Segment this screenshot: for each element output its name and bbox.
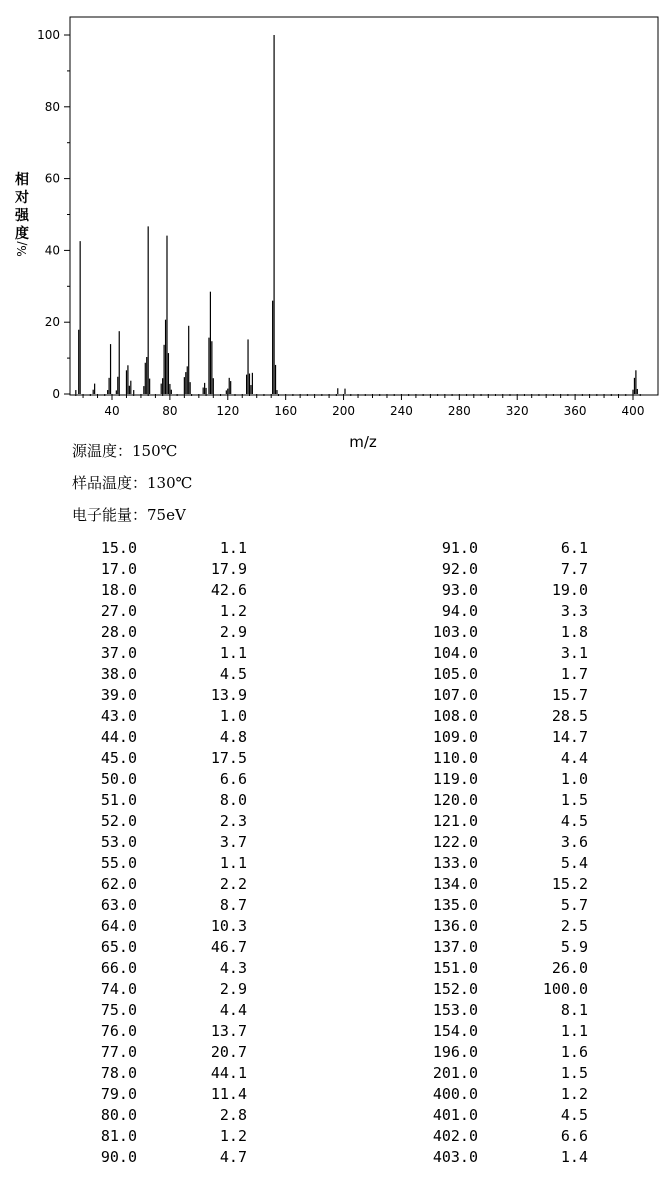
peak-mz: 52.0 [100, 812, 137, 830]
peak-bars [76, 35, 638, 394]
peak-abundance: 46.7 [210, 938, 247, 956]
peak-mz: 45.0 [100, 749, 137, 767]
peak-abundance: 4.4 [560, 749, 588, 767]
peak-abundance: 17.5 [210, 749, 247, 767]
peak-mz: 107.0 [432, 686, 478, 704]
peak-abundance: 15.2 [551, 875, 588, 893]
peak-mz: 152.0 [432, 980, 478, 998]
sample-temperature: 样品温度：130℃ [72, 474, 193, 492]
x-tick-label: 80 [162, 404, 178, 418]
x-tick-label: 320 [505, 404, 529, 418]
peak-abundance: 100.0 [542, 980, 588, 998]
peak-abundance: 1.4 [560, 1148, 588, 1166]
peak-abundance: 2.2 [219, 875, 247, 893]
peak-mz: 80.0 [100, 1106, 137, 1124]
peak-mz: 136.0 [432, 917, 478, 935]
x-tick-label: 120 [216, 404, 240, 418]
x-tick-label: 40 [104, 404, 120, 418]
peak-mz: 65.0 [100, 938, 137, 956]
peak-abundance: 6.1 [560, 539, 588, 557]
peak-mz: 108.0 [432, 707, 478, 725]
peak-mz: 92.0 [441, 560, 478, 578]
peak-abundance: 1.5 [560, 791, 588, 809]
peak-abundance: 5.4 [560, 854, 588, 872]
peak-mz: 17.0 [100, 560, 137, 578]
peak-mz: 79.0 [100, 1085, 137, 1103]
peak-abundance: 2.9 [219, 980, 247, 998]
peak-abundance: 6.6 [219, 770, 247, 788]
peak-abundance: 10.3 [210, 917, 247, 935]
peak-mz: 137.0 [432, 938, 478, 956]
peak-mz: 110.0 [432, 749, 478, 767]
y-tick-label: 0 [52, 387, 60, 401]
peak-mz: 51.0 [100, 791, 137, 809]
x-tick-label: 240 [389, 404, 413, 418]
peak-mz: 133.0 [432, 854, 478, 872]
peak-abundance: 11.4 [210, 1085, 247, 1103]
peak-mz: 55.0 [100, 854, 137, 872]
peak-mz: 91.0 [441, 539, 478, 557]
peak-mz: 120.0 [432, 791, 478, 809]
y-axis-unit: %/ [15, 241, 29, 257]
x-axis-label: m/z [349, 433, 377, 451]
peak-abundance: 1.5 [560, 1064, 588, 1082]
peak-abundance: 8.7 [219, 896, 247, 914]
peak-mz: 63.0 [100, 896, 137, 914]
peak-mz: 134.0 [432, 875, 478, 893]
peak-abundance: 1.1 [560, 1022, 588, 1040]
peak-mz: 119.0 [432, 770, 478, 788]
peak-mz: 15.0 [100, 539, 137, 557]
y-axis-label-char: 对 [15, 190, 29, 206]
peak-mz: 44.0 [100, 728, 137, 746]
peak-abundance: 1.6 [560, 1043, 588, 1061]
peak-abundance: 4.5 [560, 812, 588, 830]
peak-mz: 153.0 [432, 1001, 478, 1019]
peak-abundance: 7.7 [560, 560, 588, 578]
peak-mz: 76.0 [100, 1022, 137, 1040]
peak-abundance: 3.1 [560, 644, 588, 662]
peak-mz: 50.0 [100, 770, 137, 788]
peak-mz: 151.0 [432, 959, 478, 977]
y-axis-label-char: 度 [15, 226, 29, 242]
y-tick-label: 100 [37, 28, 60, 42]
peak-abundance: 1.2 [219, 1127, 247, 1145]
peak-mz: 75.0 [100, 1001, 137, 1019]
peak-abundance: 6.6 [560, 1127, 588, 1145]
peak-abundance: 2.5 [560, 917, 588, 935]
peak-mz: 64.0 [100, 917, 137, 935]
peak-mz: 105.0 [432, 665, 478, 683]
peak-abundance: 1.1 [219, 644, 247, 662]
peak-mz: 78.0 [100, 1064, 137, 1082]
peak-abundance: 44.1 [210, 1064, 247, 1082]
peak-mz: 401.0 [432, 1106, 478, 1124]
peak-mz: 27.0 [100, 602, 137, 620]
peak-abundance: 5.7 [560, 896, 588, 914]
peak-mz: 37.0 [100, 644, 137, 662]
plot-frame [70, 17, 658, 395]
x-tick-label: 400 [621, 404, 645, 418]
y-tick-label: 40 [44, 243, 60, 258]
peak-mz: 154.0 [432, 1022, 478, 1040]
peak-abundance: 19.0 [551, 581, 588, 599]
peak-mz: 94.0 [441, 602, 478, 620]
peak-mz: 18.0 [100, 581, 137, 599]
peak-mz: 402.0 [432, 1127, 478, 1145]
peak-abundance: 2.8 [219, 1106, 247, 1124]
peak-abundance: 4.3 [219, 959, 247, 977]
y-tick-label: 20 [44, 315, 60, 330]
peak-mz: 43.0 [100, 707, 137, 725]
peak-abundance: 13.9 [210, 686, 247, 704]
peak-mz: 62.0 [100, 875, 137, 893]
peak-abundance: 1.1 [219, 854, 247, 872]
peak-mz: 400.0 [432, 1085, 478, 1103]
x-tick-label: 360 [563, 404, 587, 418]
peak-abundance: 20.7 [210, 1043, 247, 1061]
peak-abundance: 8.0 [219, 791, 247, 809]
peak-abundance: 42.6 [210, 581, 247, 599]
peak-abundance: 2.9 [219, 623, 247, 641]
peak-abundance: 14.7 [551, 728, 588, 746]
x-tick-label: 280 [447, 404, 471, 418]
peak-abundance: 2.3 [219, 812, 247, 830]
peak-mz: 109.0 [432, 728, 478, 746]
peak-abundance: 26.0 [551, 959, 588, 977]
peak-mz: 403.0 [432, 1148, 478, 1166]
peak-mz: 121.0 [432, 812, 478, 830]
x-tick-label: 160 [274, 404, 298, 418]
peak-abundance: 13.7 [210, 1022, 247, 1040]
peak-abundance: 4.5 [219, 665, 247, 683]
peak-mz: 39.0 [100, 686, 137, 704]
peak-abundance: 28.5 [551, 707, 588, 725]
y-axis-label-char: 强 [15, 208, 29, 224]
peak-abundance: 15.7 [551, 686, 588, 704]
peak-abundance: 3.3 [560, 602, 588, 620]
peak-abundance: 3.6 [560, 833, 588, 851]
y-axis-label [14, 171, 30, 257]
y-axis-label-char: 相 [15, 172, 29, 188]
peak-abundance: 17.9 [210, 560, 247, 578]
x-tick-label: 200 [332, 404, 356, 418]
peak-abundance: 1.8 [560, 623, 588, 641]
peak-mz: 81.0 [100, 1127, 137, 1145]
peak-mz: 103.0 [432, 623, 478, 641]
peak-abundance: 4.5 [560, 1106, 588, 1124]
peak-abundance: 1.0 [219, 707, 247, 725]
peak-abundance: 4.7 [219, 1148, 247, 1166]
x-axis [76, 394, 645, 418]
peak-mz: 53.0 [100, 833, 137, 851]
peak-mz: 201.0 [432, 1064, 478, 1082]
source-temperature: 源温度：150℃ [72, 442, 178, 460]
peak-abundance: 5.9 [560, 938, 588, 956]
peak-abundance: 1.7 [560, 665, 588, 683]
peak-abundance: 8.1 [560, 1001, 588, 1019]
peak-mz: 77.0 [100, 1043, 137, 1061]
peak-mz: 104.0 [432, 644, 478, 662]
peak-abundance: 1.1 [219, 539, 247, 557]
peak-mz: 196.0 [432, 1043, 478, 1061]
electron-energy: 电子能量：75eV [72, 506, 186, 524]
peak-abundance: 3.7 [219, 833, 247, 851]
peak-abundance: 4.8 [219, 728, 247, 746]
peak-abundance: 1.2 [219, 602, 247, 620]
peak-mz: 90.0 [100, 1148, 137, 1166]
peak-mz: 74.0 [100, 980, 137, 998]
peak-mz: 93.0 [441, 581, 478, 599]
peak-mz: 135.0 [432, 896, 478, 914]
peak-mz: 122.0 [432, 833, 478, 851]
peak-abundance: 4.4 [219, 1001, 247, 1019]
peak-abundance: 1.2 [560, 1085, 588, 1103]
mass-spectrum-chart [0, 0, 666, 460]
y-tick-label: 80 [44, 99, 60, 114]
peak-mz: 66.0 [100, 959, 137, 977]
y-axis [37, 28, 70, 401]
peak-mz: 28.0 [100, 623, 137, 641]
y-tick-label: 60 [44, 171, 60, 186]
peak-mz: 38.0 [100, 665, 137, 683]
peak-abundance: 1.0 [560, 770, 588, 788]
